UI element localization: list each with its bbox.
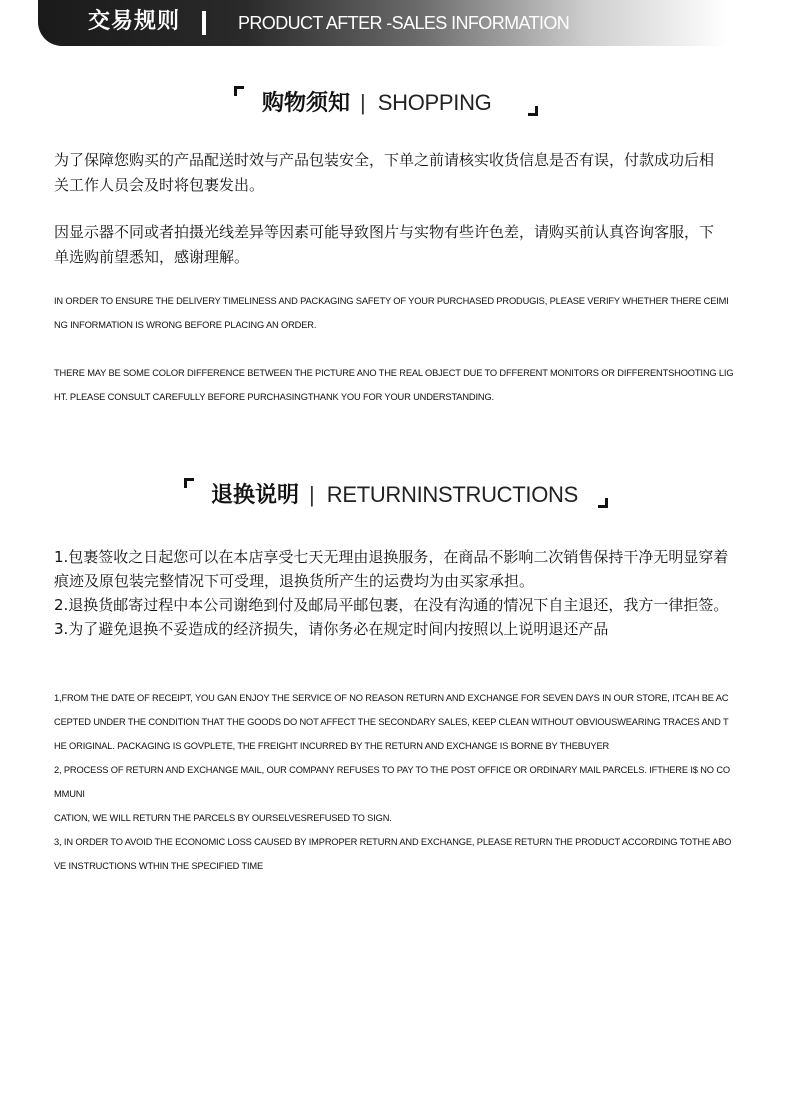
banner-divider bbox=[202, 11, 206, 35]
shopping-title-separator: | bbox=[360, 90, 366, 115]
shopping-heading bbox=[234, 86, 538, 126]
returns-title-separator: | bbox=[309, 482, 315, 507]
returns-heading bbox=[184, 478, 608, 518]
banner-title-cn: 交易规则 bbox=[88, 9, 181, 34]
corner-bracket-bottom-right bbox=[598, 498, 608, 508]
returns-en-list bbox=[54, 686, 734, 878]
corner-bracket-top-left bbox=[234, 86, 244, 96]
shopping-cn-paragraph-1: 为了保障您购买的产品配送时效与产品包装安全，下单之前请核实收货信息是否有误，付款成功后相关工作人员会及时将包裹发出。 bbox=[54, 151, 715, 194]
corner-bracket-bottom-right bbox=[528, 106, 538, 116]
returns-cn-item-3: 3.为了避免退换不妥造成的经济损失，请你务必在规定时间内按照以上说明退还产品 bbox=[54, 620, 609, 638]
returns-cn-item-1: 1.包裹签收之日起您可以在本店享受七天无理由退换服务，在商品不影响二次销售保持干净无明显穿着痕迹及原包装完整情况下可受理，退换货所产生的运费均为由买家承担。 bbox=[54, 548, 729, 590]
returns-en-item-3: 3, IN ORDER TO AVOID THE ECONOMIC LOSS CAUSED BY IMPROPER RETURN AND EXCHANGE, PLEASE RETURN THE PRODUCT ACCORDING TOTHE ABOVE INSTRUCTIONS WTHIN THE SPECIFIED TIME bbox=[54, 837, 732, 871]
returns-title-en: RETURNINSTRUCTIONS bbox=[326, 482, 578, 507]
shopping-en-paragraph-1: IN ORDER TO ENSURE THE DELIVERY TIMELINESS AND PACKAGING SAFETY OF YOUR PURCHASED PRODUGIS, PLEASE VERIFY WHETHER THERE CEIMING INFORMATION IS WRONG BEFORE PLACING AN ORDER. bbox=[54, 296, 729, 330]
header-banner bbox=[38, 0, 728, 46]
returns-en-item-2: 2, PROCESS OF RETURN AND EXCHANGE MAIL, OUR COMPANY REFUSES TO PAY TO THE POST OFFICE OR ORDINARY MAIL PARCELS. IFTHERE I$ NO COMMUNI bbox=[54, 765, 730, 799]
returns-title-cn: 退换说明 bbox=[211, 483, 300, 508]
returns-cn-item-2: 2.退换货邮寄过程中本公司谢绝到付及邮局平邮包裹，在没有沟通的情况下自主退还，我方一律拒签。 bbox=[54, 596, 729, 614]
shopping-en-paragraph-2: THERE MAY BE SOME COLOR DIFFERENCE BETWEEN THE PICTURE ANO THE REAL OBJECT DUE TO DFFERENT MONITORS OR DIFFERENTSHOOTING LIGHT. PLEASE CONSULT CAREFULLY BEFORE PURCHASINGTHANK YOU FOR YOUR UNDERSTANDING. bbox=[54, 368, 734, 402]
returns-en-item-2-continued: CATION, WE WILL RETURN THE PARCELS BY OURSELVESREFUSED TO SIGN. bbox=[54, 813, 392, 823]
returns-en-item-1: 1,FROM THE DATE OF RECEIPT, YOU GAN ENJOY THE SERVICE OF NO REASON RETURN AND EXCHANGE FOR SEVEN DAYS IN OUR STORE, ITCAH BE ACCEPTED UNDER THE CONDITION THAT THE GOODS DO NOT AFFECT THE SECONDARY SALES, KEEP CLEAN WITHOUT OBVIOUSWEARING TRACES AND THE ORIGINAL. PACKAGING IS GOVPLETE, THE FREIGHT INCURRED BY THE RETURN AND EXCHANGE IS BORNE BY THEBUYER bbox=[54, 693, 729, 751]
banner-title-en: PRODUCT AFTER -SALES INFORMATION bbox=[238, 13, 570, 33]
shopping-title-cn: 购物须知 bbox=[262, 91, 351, 116]
corner-bracket-top-left bbox=[184, 478, 194, 488]
shopping-cn-paragraph-2: 因显示器不同或者拍摄光线差异等因素可能导致图片与实物有些许色差，请购买前认真咨询客服，下单选购前望悉知，感谢理解。 bbox=[54, 223, 715, 266]
returns-cn-list bbox=[54, 545, 734, 641]
shopping-title-en: SHOPPING bbox=[377, 90, 492, 115]
